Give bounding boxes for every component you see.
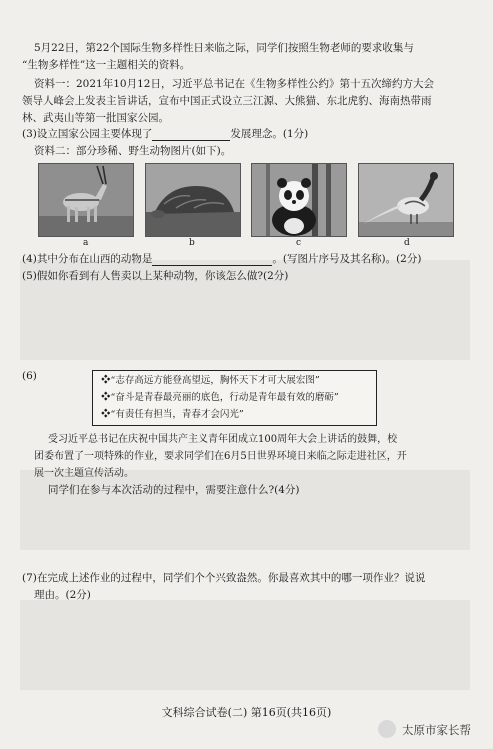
question-6-prompt: 同学们在参与本次活动的过程中，需要注意什么?(4分) <box>48 484 300 496</box>
material-2: 资料二：部分珍稀、野生动物图片(如下)。 <box>34 145 232 157</box>
pheasant-photo <box>358 163 454 237</box>
question-6-para-3: 展一次主题宣传活动。 <box>34 468 134 479</box>
quote-box <box>92 370 377 426</box>
question-5: (5)假如你看到有人售卖以上某种动物，你该怎么做?(2分) <box>22 270 289 282</box>
question-4-suffix: 。(写图片序号及其名称)。(2分) <box>272 253 422 265</box>
panda-photo <box>251 163 347 237</box>
answer-blank <box>152 255 272 266</box>
watermark <box>378 718 490 742</box>
question-6-number: (6) <box>22 370 37 382</box>
pangolin-photo <box>145 163 241 237</box>
photo-label-a: a <box>83 238 89 248</box>
intro-line-1: 5月22日，第22个国际生物多样性日来临之际，同学们按照生物老师的要求收集与 <box>34 42 414 54</box>
question-3 <box>22 128 308 141</box>
question-7-line-1: (7)在完成上述作业的过程中，同学们个个兴致盎然。你最喜欢其中的哪一项作业？说说 <box>22 572 426 584</box>
material-1-line-3: 林、武夷山等第一批国家公园。 <box>22 112 169 124</box>
quote-3: ❖“有责任有担当，青春才会闪光” <box>101 409 244 420</box>
answer-blank <box>152 130 230 141</box>
question-4 <box>22 253 421 266</box>
watermark-text: 太原市家长帮 <box>402 723 471 737</box>
question-7-line-2: 理由。(2分) <box>34 589 91 601</box>
quote-1: ❖“志存高远方能登高望远，胸怀天下才可大展宏图” <box>101 375 320 386</box>
question-4-text: (4)其中分布在山西的动物是 <box>22 253 153 265</box>
photo-label-b: b <box>189 238 195 248</box>
question-3-text: (3)设立国家公园主要体现了 <box>22 128 153 140</box>
quote-2: ❖“奋斗是青春最亮丽的底色，行动是青年最有效的磨砺” <box>101 392 339 403</box>
question-6-para-2: 团委布置了一项特殊的作业，要求同学们在6月5日世界环境日来临之际走进社区，开 <box>34 451 407 462</box>
bleed-through <box>20 600 470 690</box>
page-footer: 文科综合试卷(二) 第16页(共16页) <box>161 706 332 719</box>
material-1-line-2: 领导人峰会上发表主旨讲话，宣布中国正式设立三江源、大熊猫、东北虎豹、海南热带雨 <box>22 95 432 107</box>
photo-label-d: d <box>404 238 410 248</box>
bleed-through <box>20 470 470 550</box>
wechat-icon <box>378 720 396 738</box>
photo-label-c: c <box>296 238 302 248</box>
material-1-line-1: 资料一：2021年10月12日，习近平总书记在《生物多样性公约》第十五次缔约方大会 <box>34 78 434 90</box>
question-6-para-1: 受习近平总书记在庆祝中国共产主义青年团成立100周年大会上讲话的鼓舞，校 <box>48 434 398 445</box>
question-3-suffix: 发展理念。(1分) <box>230 128 309 140</box>
intro-line-2: “生物多样性”这一主题相关的资料。 <box>22 59 191 71</box>
antelope-photo <box>38 163 134 237</box>
